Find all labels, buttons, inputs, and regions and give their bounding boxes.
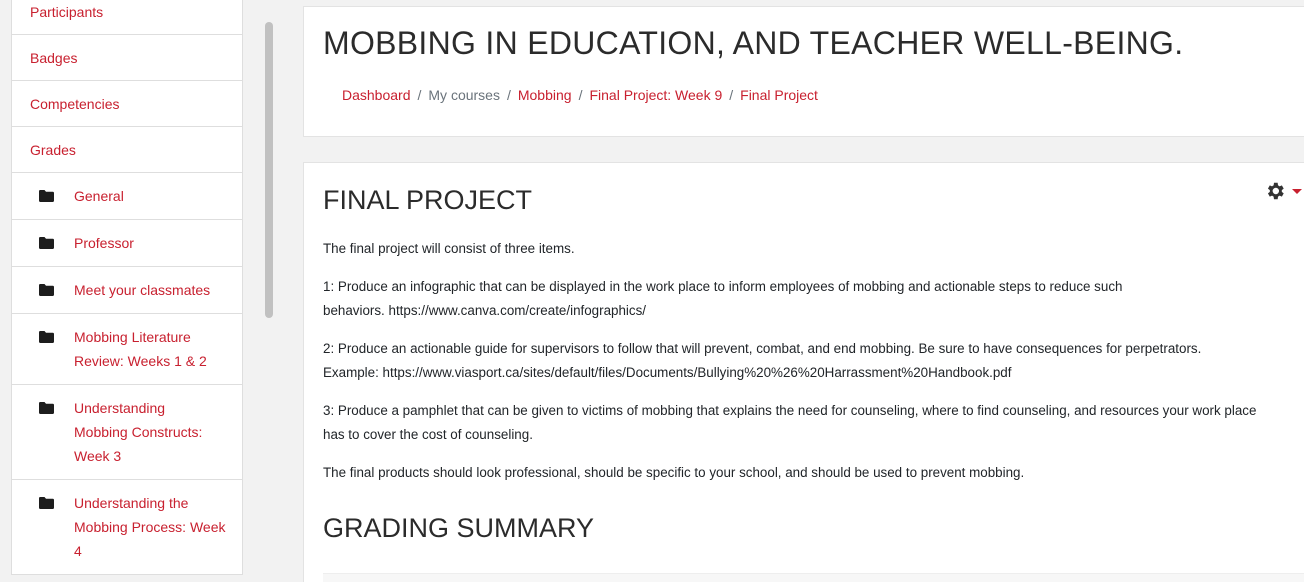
breadcrumb-my-courses: My courses [428,87,500,103]
folder-icon [39,331,54,343]
folder-icon [39,497,54,509]
nav-section-label: Week 3 [74,448,122,464]
breadcrumb [342,87,818,103]
nav-section-label: Understanding the [74,495,189,511]
nav-section-label: Mobbing Constructs: [74,424,203,440]
nav-section-label: Understanding [74,400,166,416]
breadcrumb-separator: / [506,87,511,103]
nav-section-literature-review[interactable] [12,314,242,385]
description-paragraph: 3: Produce a pamphlet that can be given to victims of mobbing that explains the need for counseling, where to find counseling, and resources your work place has to cover the cost of counseling. [323,403,1257,442]
course-title: MOBBING IN EDUCATION, AND TEACHER WELL-BEING. [323,25,1184,61]
grading-summary-title: GRADING SUMMARY [323,513,595,543]
folder-icon [39,284,54,296]
folder-icon [39,402,54,414]
caret-down-icon[interactable] [1292,189,1302,194]
breadcrumb-final-project-week[interactable]: Final Project: Week 9 [589,87,723,103]
nav-competencies[interactable]: Competencies [12,81,242,127]
nav-section-label: 4 [74,543,82,559]
gear-icon[interactable] [1264,180,1286,202]
nav-badges[interactable]: Badges [12,35,242,81]
nav-list [11,0,243,575]
activity-description [323,237,1293,499]
nav-section-mobbing-process[interactable] [12,480,242,575]
nav-drawer [0,0,262,582]
breadcrumb-final-project[interactable]: Final Project [740,87,818,103]
breadcrumb-separator: / [578,87,583,103]
nav-section-label: General [74,188,124,204]
breadcrumb-dashboard[interactable]: Dashboard [342,87,411,103]
nav-participants[interactable]: Participants [12,0,242,35]
description-paragraph: The final products should look professional, should be specific to your school, and should be used to prevent mobbing. [323,465,1025,480]
description-paragraph: 1: Produce an infographic that can be displayed in the work place to inform employees of mobbing and actionable steps to reduce such behaviors. https://www.canva.com/create/infographics/ [323,279,1123,318]
main-content [303,162,1304,582]
nav-section-label: Professor [74,235,134,251]
breadcrumb-mobbing[interactable]: Mobbing [517,87,572,103]
nav-section-label: Review: Weeks 1 & 2 [74,353,207,369]
folder-icon [39,237,54,249]
activity-title: FINAL PROJECT [323,185,533,215]
page-header [303,6,1304,137]
description-paragraph: 2: Produce an actionable guide for supervisors to follow that will prevent, combat, and end mobbing. Be sure to have consequences for perpetrators. Example: https://www.viasport.ca/sites/default/files/Documents/Bullying%20%26%20Harrassment%20Handbook.pdf [323,341,1202,380]
nav-section-professor[interactable] [12,220,242,267]
nav-grades[interactable]: Grades [12,127,242,173]
grading-summary-table [323,573,1304,582]
nav-section-general[interactable] [12,173,242,220]
folder-icon [39,190,54,202]
description-paragraph: The final project will consist of three items. [323,241,575,256]
drawer-scrollbar-thumb[interactable] [265,22,273,318]
actions-menu[interactable] [1264,180,1302,202]
breadcrumb-separator: / [417,87,422,103]
nav-section-mobbing-constructs[interactable] [12,385,242,480]
nav-section-label: Mobbing Process: Week [74,519,226,535]
nav-section-meet-classmates[interactable] [12,267,242,314]
nav-section-label: Meet your classmates [74,282,211,298]
nav-section-label: Mobbing Literature [74,329,191,345]
breadcrumb-separator: / [729,87,734,103]
